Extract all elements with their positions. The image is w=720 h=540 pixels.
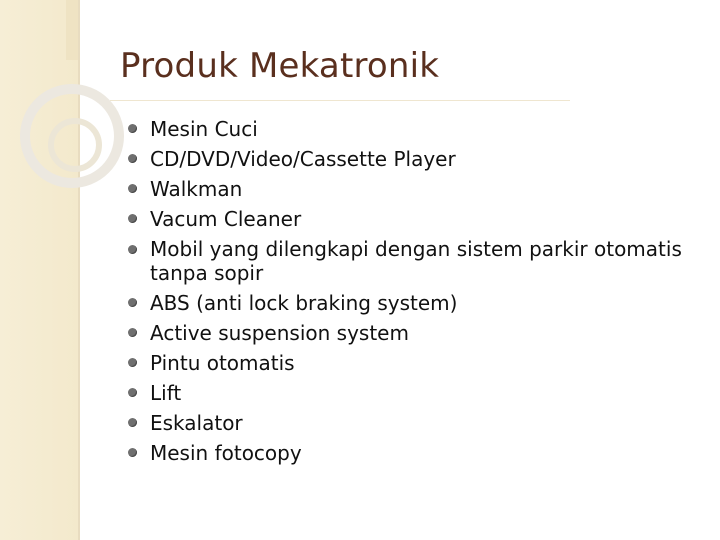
bullet-text: Eskalator <box>150 411 243 435</box>
bullet-item <box>128 288 708 318</box>
bullet-item <box>128 348 708 378</box>
bullet-dot-icon <box>128 418 137 427</box>
bullet-dot-icon <box>128 245 137 254</box>
title-divider <box>110 100 570 101</box>
bullet-dot-icon <box>128 358 137 367</box>
bullet-text: CD/DVD/Video/Cassette Player <box>150 147 456 171</box>
bullet-dot-icon <box>128 154 137 163</box>
bullet-text: Mobil yang dilengkapi dengan sistem parkir otomatis tanpa sopir <box>150 237 682 285</box>
decorative-small-ring-icon <box>48 118 102 172</box>
bullet-item <box>128 438 708 468</box>
bullet-text: Mesin Cuci <box>150 117 258 141</box>
bullet-text: ABS (anti lock braking system) <box>150 291 458 315</box>
slide-title: Produk Mekatronik <box>120 46 440 86</box>
bullet-list <box>128 114 708 468</box>
bullet-item <box>128 234 708 288</box>
side-decoration-band <box>0 0 78 540</box>
bullet-dot-icon <box>128 184 137 193</box>
bullet-dot-icon <box>128 298 137 307</box>
bullet-text: Pintu otomatis <box>150 351 295 375</box>
bullet-item <box>128 318 708 348</box>
bullet-text: Vacum Cleaner <box>150 207 302 231</box>
bullet-dot-icon <box>128 388 137 397</box>
bullet-item <box>128 204 708 234</box>
bullet-item <box>128 114 708 144</box>
bullet-text: Lift <box>150 381 182 405</box>
side-decoration-rule <box>78 0 80 540</box>
bullet-item <box>128 378 708 408</box>
bullet-text: Mesin fotocopy <box>150 441 302 465</box>
top-decoration-tab <box>66 0 78 60</box>
bullet-dot-icon <box>128 328 137 337</box>
bullet-item <box>128 174 708 204</box>
bullet-text: Active suspension system <box>150 321 409 345</box>
bullet-dot-icon <box>128 448 137 457</box>
bullet-dot-icon <box>128 214 137 223</box>
bullet-dot-icon <box>128 124 137 133</box>
bullet-item <box>128 144 708 174</box>
bullet-text: Walkman <box>150 177 243 201</box>
bullet-item <box>128 408 708 438</box>
